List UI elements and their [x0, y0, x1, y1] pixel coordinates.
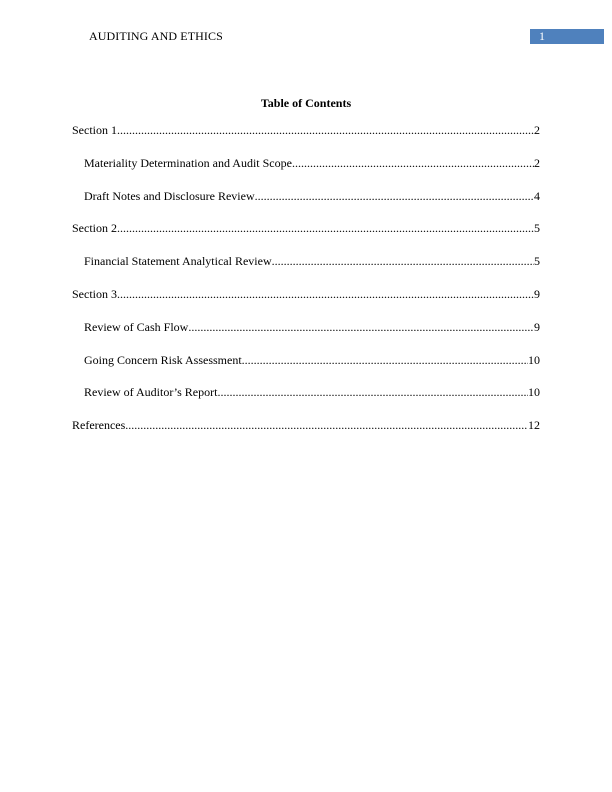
toc-entry-label: References — [72, 418, 126, 433]
toc-entry-page: 12 — [528, 418, 540, 433]
toc-entry-page: 10 — [528, 385, 540, 400]
toc-title: Table of Contents — [260, 96, 352, 110]
dot-leader — [217, 384, 528, 400]
toc-entry-page: 9 — [534, 286, 540, 301]
dot-leader — [117, 220, 534, 236]
dot-leader — [125, 417, 528, 433]
toc-entry-page: 10 — [528, 352, 540, 367]
toc-entry-page: 5 — [534, 221, 540, 236]
toc-entry-label: Section 2 — [72, 221, 117, 236]
dot-leader — [255, 188, 534, 204]
running-head: AUDITING AND ETHICS — [89, 29, 223, 43]
toc-entry-label: Financial Statement Analytical Review — [84, 254, 272, 269]
toc-entry-auditors-report[interactable] — [72, 384, 540, 417]
table-of-contents — [72, 122, 540, 450]
toc-entry-references[interactable] — [72, 417, 540, 450]
toc-entry-cash-flow[interactable] — [72, 319, 540, 352]
toc-entry-label: Review of Cash Flow — [84, 319, 189, 334]
toc-entry-label: Going Concern Risk Assessment — [84, 352, 242, 367]
dot-leader — [292, 155, 534, 171]
page-number-badge — [530, 29, 604, 44]
toc-entry-page: 4 — [534, 188, 540, 203]
toc-entry-page: 5 — [534, 254, 540, 269]
toc-entry-page: 9 — [534, 319, 540, 334]
toc-entry-section-3[interactable] — [72, 286, 540, 319]
dot-leader — [272, 253, 534, 269]
toc-entry-draft-notes[interactable] — [72, 188, 540, 221]
toc-entry-going-concern[interactable] — [72, 352, 540, 385]
dot-leader — [117, 286, 534, 302]
toc-entry-page: 2 — [534, 155, 540, 170]
dot-leader — [242, 352, 528, 368]
toc-entry-page: 2 — [534, 123, 540, 137]
toc-entry-label: Section 3 — [72, 286, 117, 301]
toc-entry-label: Review of Auditor’s Report — [84, 385, 218, 400]
toc-entry-section-1[interactable] — [72, 122, 540, 155]
page-number: 1 — [539, 29, 545, 43]
toc-entry-financial-statement[interactable] — [72, 253, 540, 286]
toc-entry-section-2[interactable] — [72, 220, 540, 253]
toc-entry-label: Section 1 — [72, 123, 117, 137]
dot-leader — [188, 319, 534, 335]
toc-entry-materiality[interactable] — [72, 155, 540, 188]
toc-entry-label: Materiality Determination and Audit Scope — [84, 155, 292, 170]
dot-leader — [117, 122, 534, 138]
toc-entry-label: Draft Notes and Disclosure Review — [84, 188, 255, 203]
